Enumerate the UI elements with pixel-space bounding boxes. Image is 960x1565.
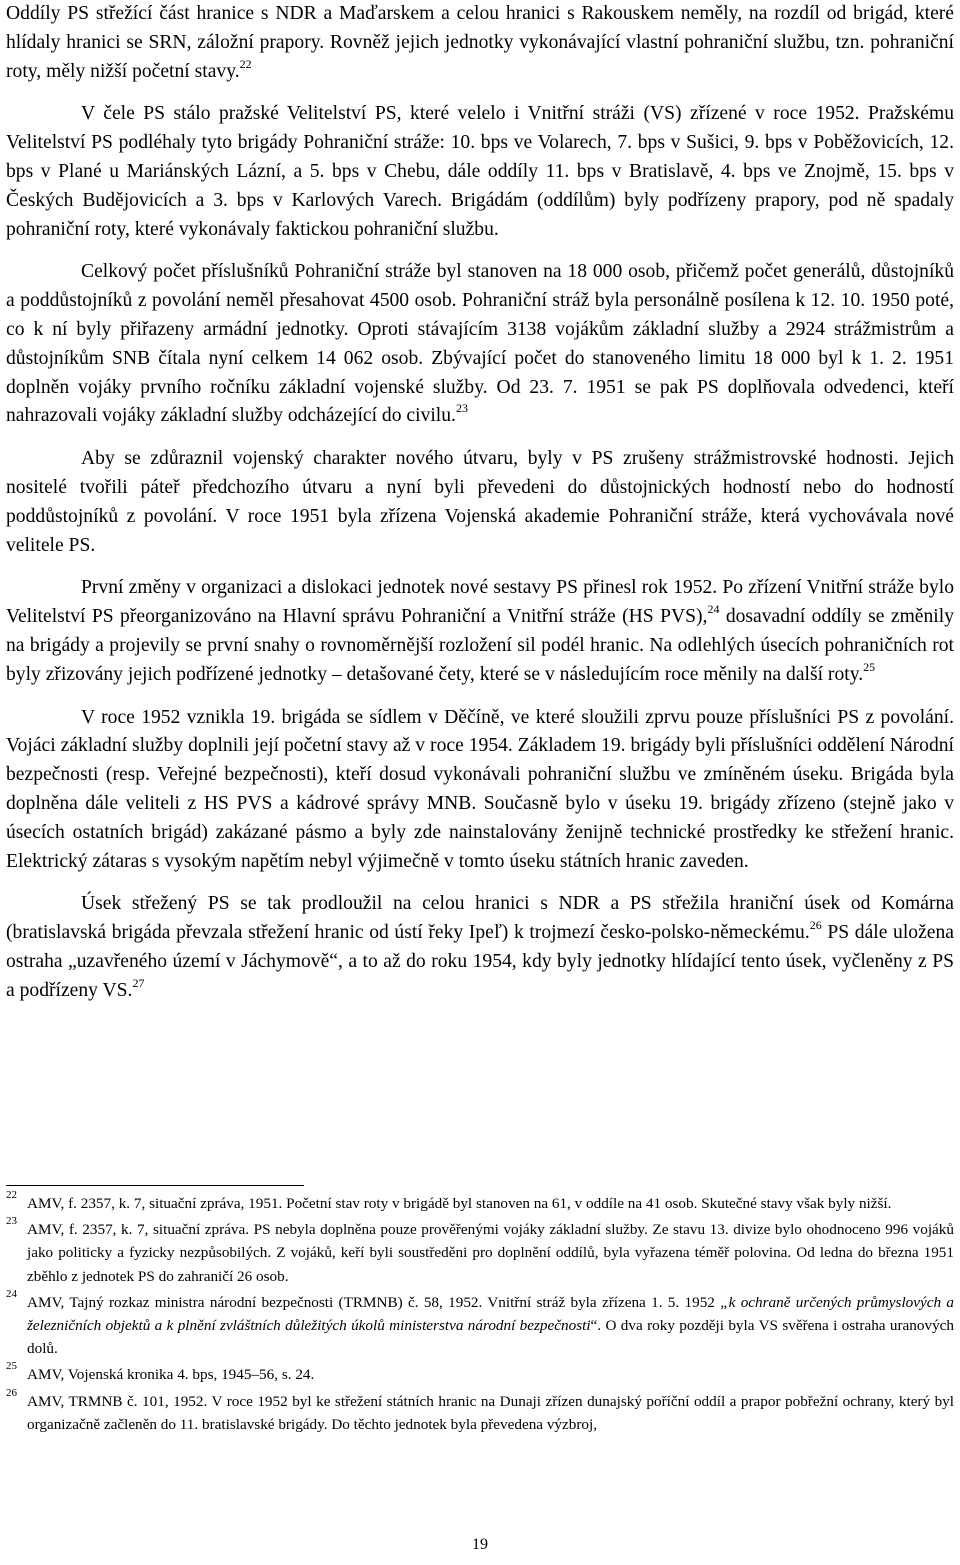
footnote-number: 24: [6, 1287, 17, 1300]
paragraph-7: [6, 890, 954, 1005]
paragraph-3-text: Celkový počet příslušníků Pohraniční stráže byl stanoven na 18 000 osob, přičemž počet generálů, důstojníků a poddůstojníků z povolání neměl přesahovat 4500 osob. Pohraniční stráž byla personálně posílena k 12. 10. 1950 poté, co k ní byly přiřazeny armádní jednotky. Oproti stávajícím 3138 vojákům základní služby a 2924 strážmistrům a důstojníkům SNB čítala nyní celkem 14 062 osob. Zbývající počet do stanoveného limitu 18 000 byl k 1. 2. 1951 doplněn vojáky prvního ročníku základní vojenské služby. Od 23. 7. 1951 se pak PS doplňovala odvedenci, kteří nahrazovali vojáky základní služby odcházející do civilu.: [6, 261, 954, 427]
paragraph-2: [6, 100, 954, 244]
paragraph-1: [6, 0, 954, 86]
footnote-ref-26: 26: [809, 918, 822, 933]
footnote-ref-27: 27: [132, 975, 145, 990]
page-number: 19: [472, 1536, 488, 1553]
paragraph-5: [6, 574, 954, 689]
paragraph-2-text: V čele PS stálo pražské Velitelství PS, které velelo i Vnitřní stráži (VS) zřízené v roce 1952. Pražskému Velitelství PS podléhaly tyto brigády Pohraniční stráže: 10. bps ve Volarech, 7. bps v Sušici, 9. bps v Poběžovicích, 12. bps v Plané u Mariánských Lázní, a 5. bps v Chebu, dále oddíly 11. bps v Bratislavě, 4. bps ve Znojmě, 15. bps v Českých Budějovicích a 3. bps v Karlových Varech. Brigádám (oddílům) byly podřízeny prapory, pod ně spadaly pohraniční roty, které vykonávaly faktickou pohraniční službu.: [6, 103, 954, 240]
paragraph-6-text: V roce 1952 vznikla 19. brigáda se sídlem v Děčíně, ve které sloužili zprvu pouze příslušníci PS z povolání. Vojáci základní služby doplnili její početní stavy až v roce 1954. Základem 19. brigády byli příslušníci oddělení Národní bezpečnosti (resp. Veřejné bezpečnosti), kteří dosud vykonávali pohraniční službu ve zmíněném úseku. Brigáda byla doplněna dále veliteli z HS PVS a kádrové správy MNB. Současně bylo v úseku 19. brigády zřízeno (stejně jako v úsecích ostatních brigád) zakázané pásmo a byly zde nainstalovány ženijně technické prostředky ke střežení hranic. Elektrický zátaras s vysokým napětím nebyl výjimečně v tomto úseku státních hranic zaveden.: [6, 706, 954, 872]
paragraph-4-text: Aby se zdůraznil vojenský charakter nového útvaru, byly v PS zrušeny strážmistrovské hodnosti. Jejich nositelé tvořili páteř předchozího útvaru a nyní byli převedeni do důstojnických hodností nebo do hodností poddůstojníků z povolání. V roce 1951 byla zřízena Vojenská akademie Pohraniční stráže, která vychovávala nové velitele PS.: [6, 448, 954, 556]
footnote-24: [6, 1287, 954, 1361]
footnote-text: AMV, f. 2357, k. 7, situační zpráva, 1951. Početní stav roty v brigádě byl stanoven na 61, v oddíle na 41 osob. Skutečné stavy však byly nižší.: [27, 1195, 892, 1212]
footnote-text: AMV, f. 2357, k. 7, situační zpráva. PS nebyla doplněna pouze prověřenými vojáky základní služby. Ze stavu 13. divize bylo ohodnoceno 996 vojáků jako politicky a fyzicky nezpůsobilých. Z vojáků, keří byli soustředěni pro doplnění oddílů, byla vyřazena téměř polovina. Od ledna do března 1951 zběhlo z jednotek PS do zahraničí 26 osob.: [27, 1221, 954, 1285]
footnote-text: AMV, Vojenská kronika 4. bps, 1945–56, s. 24.: [27, 1366, 315, 1384]
footnote-quote: „k ochraně určených průmyslových a železničních objektů a k plnění zvláštních důležitých úkolů ministerstva národní bezpečnosti: [27, 1293, 954, 1335]
paragraph-7-text-a: Úsek střežený PS se tak prodloužil na celou hranici s NDR a PS střežila hraniční úsek od Komárna (bratislavská brigáda převzala střežení hranic od ústí řeky Ipeľ) k trojmezí česko-polsko-německému.: [6, 893, 954, 944]
footnote-26: [6, 1386, 954, 1436]
paragraph-4: [6, 445, 954, 560]
paragraph-5-text-a: První změny v organizaci a dislokaci jednotek nové sestavy PS přinesl rok 1952. Po zřízení Vnitřní stráže bylo Velitelství PS přeorganizováno na Hlavní správu Pohraniční a Vnitřní stráže (HS PVS),: [6, 577, 954, 628]
footnote-ref-23: 23: [455, 401, 468, 416]
footnote-text: AMV, TRMNB č. 101, 1952. V roce 1952 byl ke střežení státních hranic na Dunaji zřízen dunajský poříční oddíl a prapor pobřežní ochrany, který byl organizačně začleněn do 11. bratislavské brigády. Do těchto jednotek byla převedena výzbroj,: [27, 1392, 954, 1433]
paragraph-3: [6, 258, 954, 431]
footnote-text-after: “. O dva roky později byla VS svěřena i ostraha uranových dolů.: [27, 1317, 954, 1358]
paragraph-1-text: Oddíly PS střežící část hranice s NDR a Maďarskem a celou hranici s Rakouskem neměly, na rozdíl od brigád, které hlídaly hranici se SRN, záložní prapory. Rovněž jejich jednotky vykonávající vlastní pohraniční službu, tzn. pohraniční roty, měly nižší početní stavy.: [6, 3, 954, 82]
footnote-separator: [6, 1185, 304, 1186]
footnote-ref-22: 22: [239, 56, 252, 71]
paragraph-5-text-b: dosavadní oddíly se změnily na brigády a projevily se první snahy o rovnoměrnější rozložení sil podél hranic. Na odlehlých úsecích pohraničních rot byly zřizovány jejich podřízené jednotky – detašované čety, které se v následujícím roce měnily na další roty.: [6, 606, 954, 685]
paragraph-7-text-b: PS dále uložena ostraha „uzavřeného území v Jáchymově“, a to až do roku 1954, kdy byly jednotky hlídající tento úsek, vyčleněny z PS a podřízeny VS.: [6, 922, 954, 1001]
paragraph-6: [6, 704, 954, 877]
footnote-22: [6, 1189, 954, 1215]
footnote-text-before: AMV, Tajný rozkaz ministra národní bezpečnosti (TRMNB) č. 58, 1952. Vnitřní stráž byla zřízena 1. 5. 1952: [27, 1293, 721, 1311]
footnote-23: [6, 1215, 954, 1288]
footnote-number: 26: [6, 1386, 17, 1399]
footnote-number: 22: [6, 1189, 17, 1201]
footnote-number: 23: [6, 1215, 17, 1228]
footnote-25: [6, 1360, 954, 1386]
footnotes: [6, 1189, 954, 1439]
body-text: [6, 0, 954, 1020]
footnote-ref-25: 25: [863, 659, 876, 674]
footnote-number: 25: [6, 1360, 17, 1373]
footnote-ref-24: 24: [707, 602, 720, 617]
